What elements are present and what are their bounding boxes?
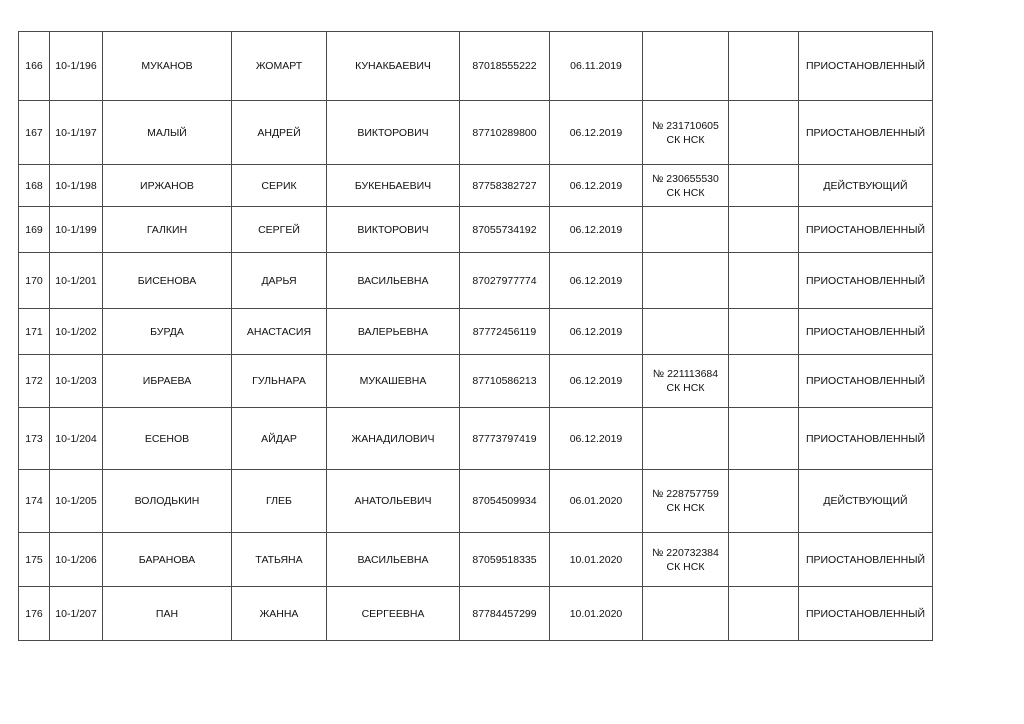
date-cell: 06.01.2020 [550, 470, 643, 533]
extra-cell [729, 101, 799, 165]
extra-cell [729, 253, 799, 309]
status-cell: ПРИОСТАНОВЛЕННЫЙ [799, 253, 933, 309]
patronymic-cell: СЕРГЕЕВНА [327, 587, 460, 641]
phone-cell: 87710289800 [460, 101, 550, 165]
status-cell: ПРИОСТАНОВЛЕННЫЙ [799, 309, 933, 355]
table-row [19, 533, 933, 587]
certificate-issuer: СК НСК [666, 186, 705, 199]
date-cell: 06.12.2019 [550, 165, 643, 207]
date-cell: 06.12.2019 [550, 309, 643, 355]
status-cell: ПРИОСТАНОВЛЕННЫЙ [799, 32, 933, 101]
patronymic-cell: ВАСИЛЬЕВНА [327, 533, 460, 587]
phone-cell: 87018555222 [460, 32, 550, 101]
date-cell: 10.01.2020 [550, 587, 643, 641]
table-row [19, 207, 933, 253]
status-cell: ДЕЙСТВУЮЩИЙ [799, 470, 933, 533]
surname-cell: ГАЛКИН [103, 207, 232, 253]
extra-cell [729, 470, 799, 533]
date-cell: 10.01.2020 [550, 533, 643, 587]
registration-code-cell: 10-1/199 [50, 207, 103, 253]
phone-cell: 87027977774 [460, 253, 550, 309]
phone-cell: 87054509934 [460, 470, 550, 533]
registration-code-cell: 10-1/207 [50, 587, 103, 641]
phone-cell: 87772456119 [460, 309, 550, 355]
row-number-cell: 167 [19, 101, 50, 165]
table-row [19, 165, 933, 207]
table-row [19, 253, 933, 309]
phone-cell: 87055734192 [460, 207, 550, 253]
patronymic-cell: КУНАКБАЕВИЧ [327, 32, 460, 101]
first-name-cell: ГУЛЬНАРА [232, 355, 327, 408]
row-number-cell: 172 [19, 355, 50, 408]
certificate-cell [643, 309, 729, 355]
table-row [19, 470, 933, 533]
first-name-cell: ГЛЕБ [232, 470, 327, 533]
patronymic-cell: АНАТОЛЬЕВИЧ [327, 470, 460, 533]
first-name-cell: ЖОМАРТ [232, 32, 327, 101]
patronymic-cell: ВИКТОРОВИЧ [327, 101, 460, 165]
registration-code-cell: 10-1/205 [50, 470, 103, 533]
phone-cell: 87784457299 [460, 587, 550, 641]
table-row [19, 355, 933, 408]
extra-cell [729, 207, 799, 253]
table-row [19, 309, 933, 355]
first-name-cell: ТАТЬЯНА [232, 533, 327, 587]
extra-cell [729, 32, 799, 101]
date-cell: 06.11.2019 [550, 32, 643, 101]
certificate-cell [643, 253, 729, 309]
phone-cell: 87773797419 [460, 408, 550, 470]
surname-cell: ПАН [103, 587, 232, 641]
table-row [19, 101, 933, 165]
table-body [19, 32, 933, 641]
registration-code-cell: 10-1/201 [50, 253, 103, 309]
extra-cell [729, 408, 799, 470]
status-cell: ПРИОСТАНОВЛЕННЫЙ [799, 587, 933, 641]
certificate-cell [643, 355, 729, 408]
certificate-cell [643, 470, 729, 533]
date-cell: 06.12.2019 [550, 355, 643, 408]
registration-code-cell: 10-1/198 [50, 165, 103, 207]
date-cell: 06.12.2019 [550, 408, 643, 470]
certificate-issuer: СК НСК [666, 133, 705, 146]
certificate-cell [643, 533, 729, 587]
surname-cell: БУРДА [103, 309, 232, 355]
registration-code-cell: 10-1/203 [50, 355, 103, 408]
phone-cell: 87710586213 [460, 355, 550, 408]
certificate-cell [643, 587, 729, 641]
extra-cell [729, 533, 799, 587]
table-row [19, 32, 933, 101]
registration-code-cell: 10-1/196 [50, 32, 103, 101]
registration-code-cell: 10-1/202 [50, 309, 103, 355]
phone-cell: 87758382727 [460, 165, 550, 207]
patronymic-cell: ЖАНАДИЛОВИЧ [327, 408, 460, 470]
extra-cell [729, 355, 799, 408]
status-cell: ПРИОСТАНОВЛЕННЫЙ [799, 355, 933, 408]
certificate-issuer: СК НСК [666, 560, 705, 573]
table-row [19, 587, 933, 641]
registry-table [18, 31, 933, 641]
status-cell: ПРИОСТАНОВЛЕННЫЙ [799, 408, 933, 470]
first-name-cell: АНДРЕЙ [232, 101, 327, 165]
patronymic-cell: МУКАШЕВНА [327, 355, 460, 408]
table-row [19, 408, 933, 470]
row-number-cell: 175 [19, 533, 50, 587]
surname-cell: ВОЛОДЬКИН [103, 470, 232, 533]
certificate-number: № 231710605 [652, 119, 719, 132]
patronymic-cell: ВАСИЛЬЕВНА [327, 253, 460, 309]
first-name-cell: СЕРГЕЙ [232, 207, 327, 253]
surname-cell: МАЛЫЙ [103, 101, 232, 165]
certificate-cell [643, 207, 729, 253]
certificate-cell [643, 408, 729, 470]
first-name-cell: ЖАННА [232, 587, 327, 641]
first-name-cell: СЕРИК [232, 165, 327, 207]
row-number-cell: 170 [19, 253, 50, 309]
extra-cell [729, 587, 799, 641]
patronymic-cell: БУКЕНБАЕВИЧ [327, 165, 460, 207]
surname-cell: БАРАНОВА [103, 533, 232, 587]
certificate-number: № 221113684 [652, 368, 719, 380]
row-number-cell: 166 [19, 32, 50, 101]
first-name-cell: АЙДАР [232, 408, 327, 470]
date-cell: 06.12.2019 [550, 101, 643, 165]
certificate-number: № 228757759 [652, 488, 719, 500]
row-number-cell: 169 [19, 207, 50, 253]
extra-cell [729, 309, 799, 355]
date-cell: 06.12.2019 [550, 253, 643, 309]
surname-cell: БИСЕНОВА [103, 253, 232, 309]
certificate-number: № 230655530 [652, 172, 719, 185]
registration-code-cell: 10-1/204 [50, 408, 103, 470]
first-name-cell: АНАСТАСИЯ [232, 309, 327, 355]
surname-cell: ЕСЕНОВ [103, 408, 232, 470]
first-name-cell: ДАРЬЯ [232, 253, 327, 309]
row-number-cell: 171 [19, 309, 50, 355]
certificate-issuer: СК НСК [666, 502, 705, 514]
certificate-cell [643, 165, 729, 207]
row-number-cell: 174 [19, 470, 50, 533]
extra-cell [729, 165, 799, 207]
status-cell: ПРИОСТАНОВЛЕННЫЙ [799, 533, 933, 587]
row-number-cell: 173 [19, 408, 50, 470]
certificate-number: № 220732384 [652, 546, 719, 559]
registration-code-cell: 10-1/206 [50, 533, 103, 587]
certificate-cell [643, 101, 729, 165]
certificate-issuer: СК НСК [666, 382, 705, 394]
row-number-cell: 176 [19, 587, 50, 641]
surname-cell: ИБРАЕВА [103, 355, 232, 408]
patronymic-cell: ВИКТОРОВИЧ [327, 207, 460, 253]
status-cell: ПРИОСТАНОВЛЕННЫЙ [799, 101, 933, 165]
registration-code-cell: 10-1/197 [50, 101, 103, 165]
status-cell: ДЕЙСТВУЮЩИЙ [799, 165, 933, 207]
surname-cell: ИРЖАНОВ [103, 165, 232, 207]
row-number-cell: 168 [19, 165, 50, 207]
phone-cell: 87059518335 [460, 533, 550, 587]
surname-cell: МУКАНОВ [103, 32, 232, 101]
patronymic-cell: ВАЛЕРЬЕВНА [327, 309, 460, 355]
date-cell: 06.12.2019 [550, 207, 643, 253]
certificate-cell [643, 32, 729, 101]
status-cell: ПРИОСТАНОВЛЕННЫЙ [799, 207, 933, 253]
